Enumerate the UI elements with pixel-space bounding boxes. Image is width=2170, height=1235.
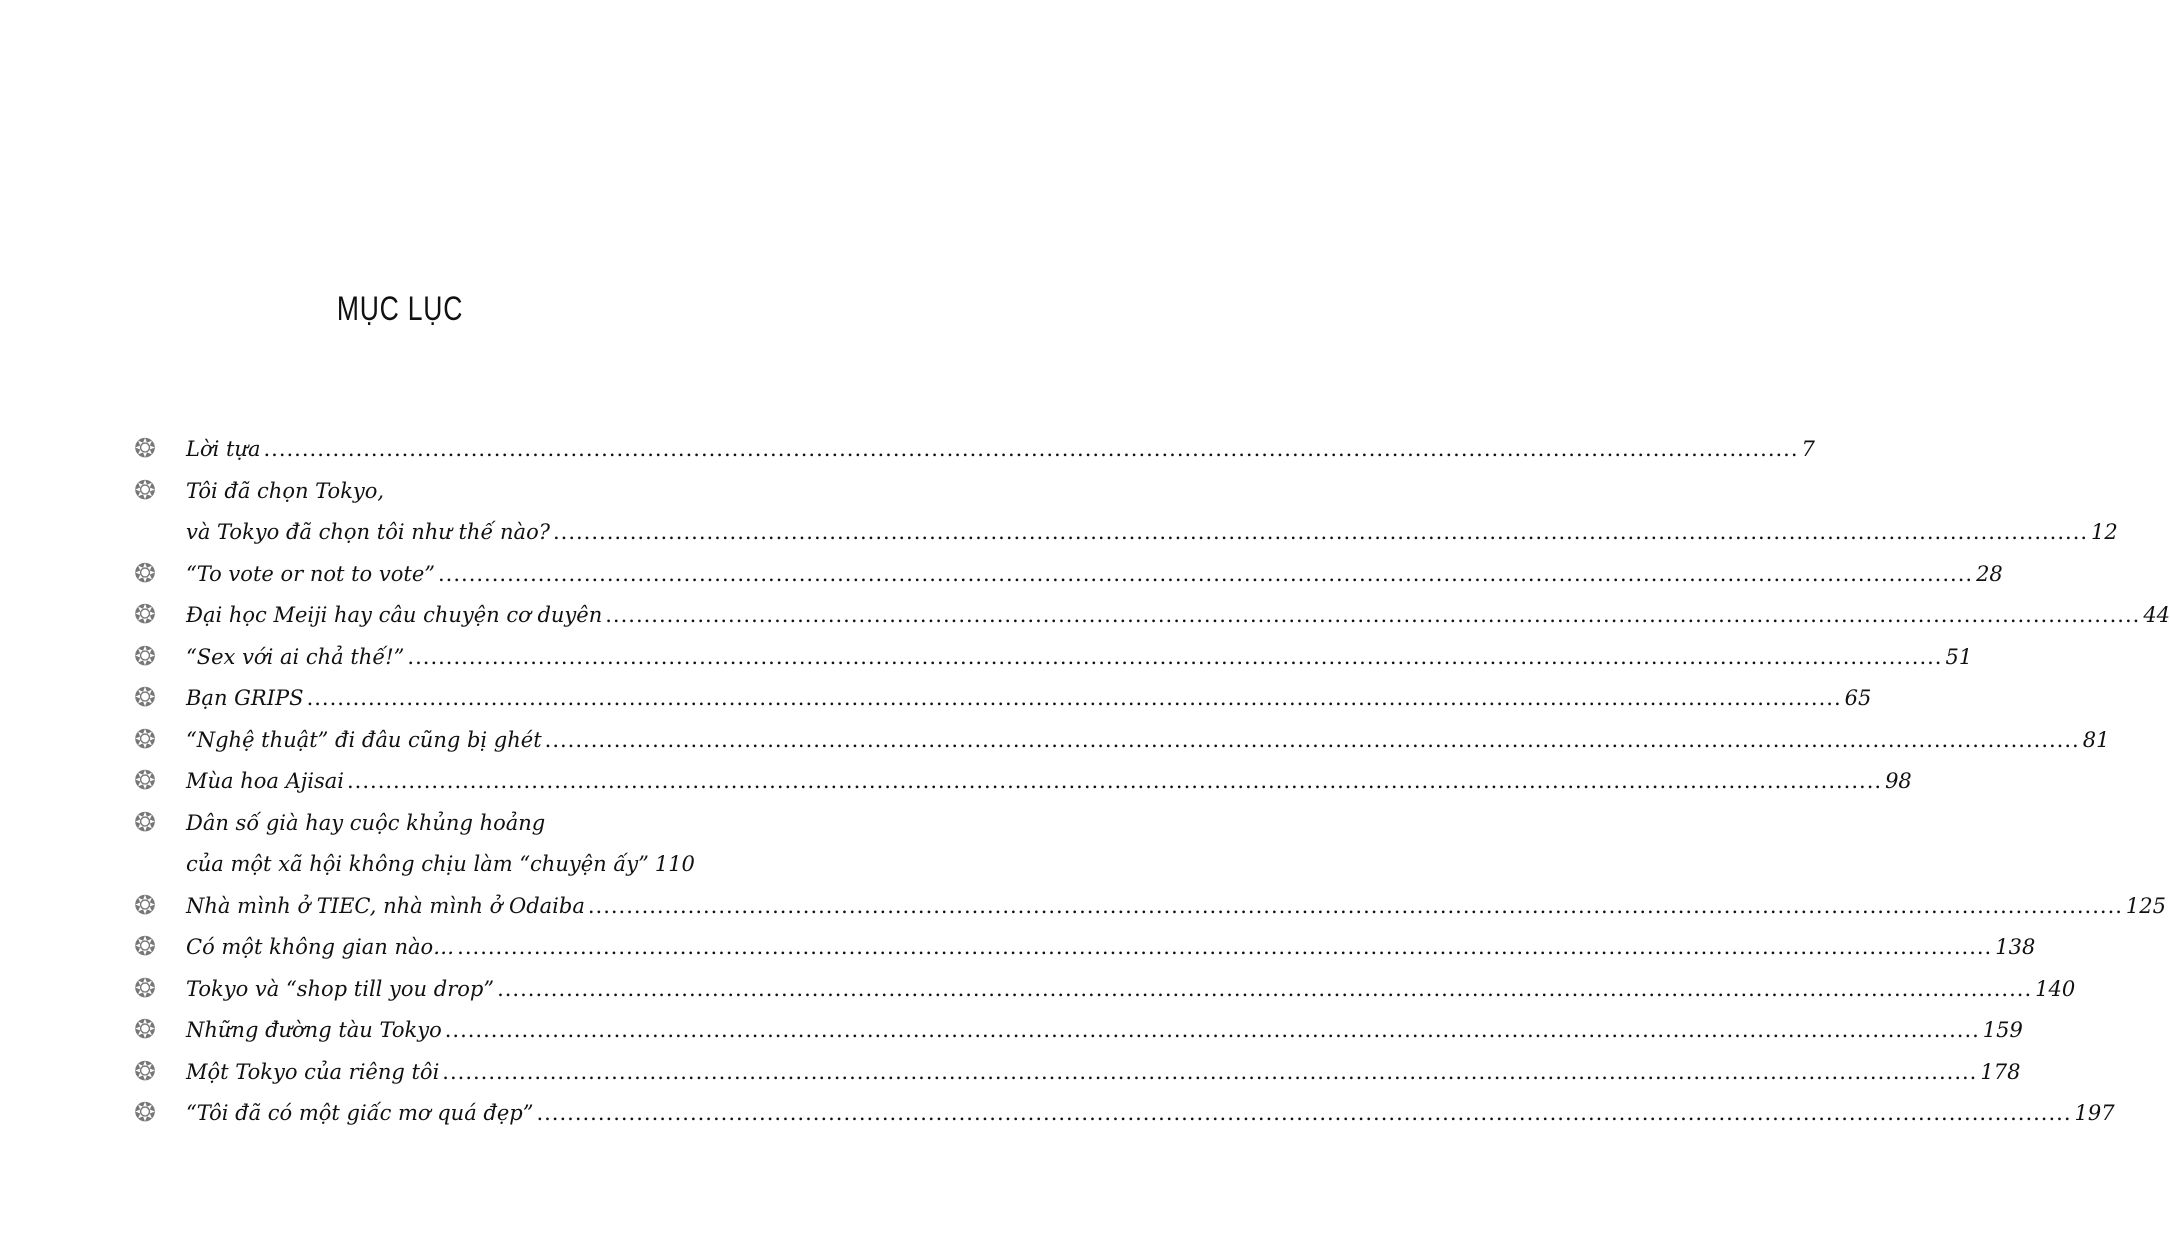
flower-ornament-icon: ❂ — [134, 973, 156, 1004]
toc-entry-line-with-page — [186, 517, 2118, 547]
toc-page-number: 125 — [2125, 893, 2167, 918]
toc-entry — [0, 724, 2110, 767]
toc-entry-line-with-page — [186, 1057, 2021, 1087]
toc-entry-line-with-page — [186, 642, 1973, 672]
toc-entry-line-with-page — [186, 434, 1815, 464]
toc-page-number: 51 — [1945, 644, 1973, 669]
flower-ornament-icon: ❂ — [134, 766, 156, 796]
toc-entry-title: “To vote or not to vote” — [186, 561, 435, 586]
toc-entry-line-with-page — [186, 974, 2076, 1004]
toc-entry — [0, 434, 1815, 476]
flower-ornament-icon: ❂ — [134, 1098, 156, 1128]
toc-entry-title: Những đường tàu Tokyo — [186, 1018, 442, 1042]
toc-page-number: 81 — [2082, 727, 2110, 752]
toc-page-number: 44 — [2143, 603, 2170, 627]
flower-ornament-icon: ❂ — [134, 890, 156, 921]
toc-entry-title: “Sex với ai chả thế!” — [186, 644, 405, 669]
toc-entry — [0, 641, 1973, 684]
toc-entry — [0, 766, 1912, 808]
toc-entry — [0, 1098, 2115, 1140]
flower-ornament-icon: ❂ — [134, 475, 156, 506]
toc-entry-title: Bạn GRIPS — [186, 686, 304, 710]
toc-entry-line-with-page — [186, 891, 2167, 921]
toc-entry — [0, 1015, 2023, 1057]
flower-ornament-icon: ❂ — [134, 558, 156, 589]
toc-page-number: 138 — [1995, 935, 2036, 959]
flower-ornament-icon: ❂ — [134, 434, 156, 464]
toc-entry-title: Tôi đã chọn Tokyo, — [186, 478, 385, 503]
dot-leader: ........................................................................................................................................................................................................ — [587, 893, 2123, 918]
page-title: MỤC LỤC — [336, 290, 464, 328]
toc-entry-title: Có một không gian nào… — [186, 935, 455, 959]
toc-entry-line-with-page — [186, 1098, 2115, 1128]
flower-ornament-icon: ❂ — [134, 1015, 156, 1045]
toc-entry-title: “Tôi đã có một giấc mơ quá đẹp” — [186, 1101, 534, 1125]
flower-ornament-icon: ❂ — [134, 1056, 156, 1087]
toc-page-number: 65 — [1844, 686, 1872, 710]
dot-leader: ........................................................................................................................................................................................................ — [347, 769, 1883, 793]
toc-entry-title: “Nghệ thuật” đi đâu cũng bị ghét — [186, 727, 542, 752]
toc-page-number: 140 — [2035, 976, 2076, 1001]
toc-entry — [0, 932, 2036, 974]
toc-entry-title: Lời tựa — [186, 437, 261, 461]
flower-ornament-icon: ❂ — [134, 932, 156, 962]
flower-ornament-icon: ❂ — [134, 683, 156, 713]
toc-entry-title: Một Tokyo của riêng tôi — [186, 1059, 440, 1084]
toc-entry — [0, 558, 2003, 601]
toc-page-number: 159 — [1982, 1018, 2023, 1042]
toc-entry-line — [186, 476, 662, 506]
toc-entry — [0, 475, 2118, 559]
dot-leader: ........................................................................................................................................................................................................ — [552, 520, 2089, 544]
toc-page-number: 110 — [654, 852, 695, 876]
toc-entry-title: Đại học Meiji hay câu chuyện cơ duyên — [186, 603, 603, 627]
toc-entry-line-with-page — [186, 600, 2170, 630]
dot-leader: ........................................................................................................................................................................................................ — [536, 1101, 2072, 1125]
toc-entry-title: và Tokyo đã chọn tôi như thế nào? — [186, 520, 550, 544]
toc-page-number: 197 — [2074, 1101, 2115, 1125]
flower-ornament-icon: ❂ — [134, 641, 156, 672]
toc-page-number: 12 — [2091, 520, 2118, 544]
toc-entry-title: Mùa hoa Ajisai — [186, 769, 344, 793]
toc-entry-line-with-page — [186, 849, 695, 879]
toc-entry-title: Tokyo và “shop till you drop” — [186, 976, 495, 1001]
dot-leader: ........................................................................................................................................................................................................ — [442, 1059, 1978, 1084]
flower-ornament-icon: ❂ — [134, 600, 156, 630]
toc-entry-title: của một xã hội không chịu làm “chuyện ấy” — [186, 852, 649, 876]
toc-entry-line-with-page — [186, 725, 2110, 755]
toc-entry — [0, 890, 2167, 933]
toc-entry — [0, 600, 2170, 642]
dot-leader: ........................................................................................................................................................................................................ — [407, 644, 1943, 669]
toc-entry-line-with-page — [186, 766, 1912, 796]
dot-leader: ........................................................................................................................................................................................................ — [457, 935, 1993, 959]
toc-page-number: 178 — [1980, 1059, 2021, 1084]
toc-entry-title: Nhà mình ở TIEC, nhà mình ở Odaiba — [186, 893, 585, 918]
dot-leader: ........................................................................................................................................................................................................ — [263, 437, 1799, 461]
dot-leader: ........................................................................................................................................................................................................ — [605, 603, 2141, 627]
flower-ornament-icon: ❂ — [134, 807, 156, 838]
toc-entry-title: Dân số già hay cuộc khủng hoảng — [186, 810, 546, 835]
dot-leader: ........................................................................................................................................................................................................ — [438, 561, 1974, 586]
toc-entry — [0, 808, 800, 891]
toc-entry-line — [186, 808, 662, 838]
toc-entry-line-with-page — [186, 932, 2036, 962]
toc-page-number: 98 — [1885, 769, 1912, 793]
dot-leader: ........................................................................................................................................................................................................ — [544, 727, 2080, 752]
dot-leader: ........................................................................................................................................................................................................ — [497, 976, 2033, 1001]
flower-ornament-icon: ❂ — [134, 724, 156, 755]
toc-entry-line-with-page — [186, 683, 1872, 713]
toc-entry — [0, 973, 2076, 1016]
dot-leader: ........................................................................................................................................................................................................ — [306, 686, 1842, 710]
toc-entry-line-with-page — [186, 559, 2003, 589]
dot-leader: ........................................................................................................................................................................................................ — [444, 1018, 1980, 1042]
toc-entry-line-with-page — [186, 1015, 2023, 1045]
toc-entry — [0, 1056, 2021, 1099]
toc-entry — [0, 683, 1872, 725]
toc-page-number: 28 — [1976, 561, 2003, 586]
toc-page-number: 7 — [1801, 437, 1815, 461]
